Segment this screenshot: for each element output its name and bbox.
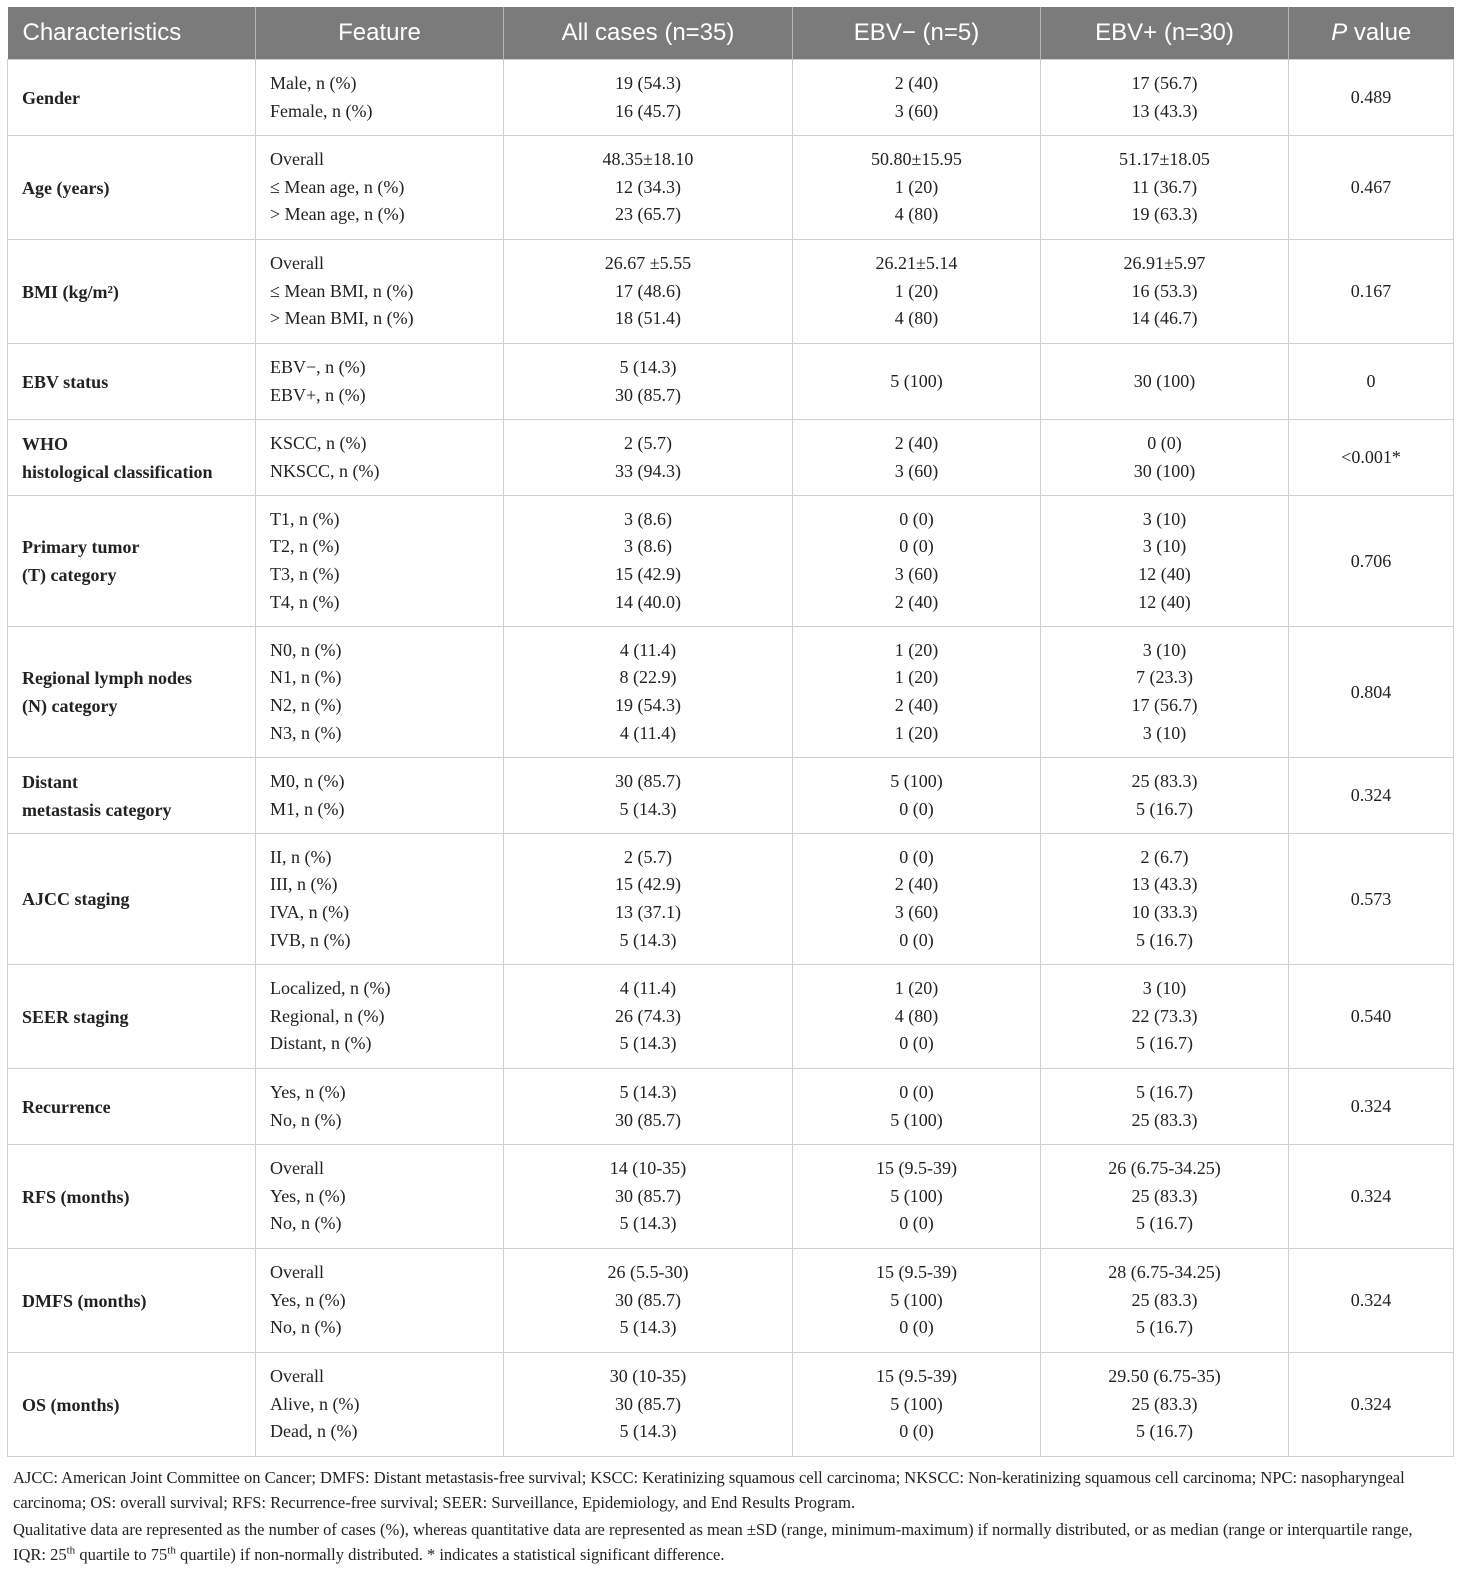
ebv-negative-cell-line: 1 (20) xyxy=(894,978,939,999)
p-value-cell: <0.001* xyxy=(1289,420,1454,496)
characteristic-cell xyxy=(8,60,256,136)
ebv-negative-cell-line: 15 (9.5-39) xyxy=(876,1158,957,1179)
all-cases-cell xyxy=(504,60,793,136)
all-cases-cell xyxy=(504,344,793,420)
ebv-positive-cell-line: 3 (10) xyxy=(1142,722,1187,743)
all-cases-cell-line: 16 (45.7) xyxy=(615,100,681,121)
p-value-cell: 0.167 xyxy=(1289,240,1454,344)
header-all-cases: All cases (n=35) xyxy=(504,7,793,60)
characteristic-cell xyxy=(8,136,256,240)
ebv-negative-cell xyxy=(793,758,1041,834)
p-value-cell: 0.540 xyxy=(1289,965,1454,1069)
all-cases-cell-line: 26 (74.3) xyxy=(615,1005,681,1026)
characteristic-cell-line: AJCC staging xyxy=(22,889,130,909)
ebv-negative-cell xyxy=(793,1249,1041,1353)
feature-cell-line: > Mean age, n (%) xyxy=(270,204,405,225)
characteristic-cell-line: BMI (kg/m²) xyxy=(22,281,119,302)
feature-cell-line: N2, n (%) xyxy=(270,695,342,715)
characteristics-table xyxy=(7,7,1454,1457)
feature-cell-line: No, n (%) xyxy=(270,1317,342,1338)
ebv-positive-cell-line: 5 (16.7) xyxy=(1136,798,1193,819)
feature-cell xyxy=(256,1069,504,1145)
characteristic-cell xyxy=(8,627,256,758)
characteristic-cell xyxy=(8,834,256,965)
header-row xyxy=(8,7,1454,60)
all-cases-cell-line: 12 (34.3) xyxy=(615,176,681,197)
feature-cell xyxy=(256,420,504,496)
ebv-negative-cell xyxy=(793,496,1041,627)
ebv-negative-cell-line: 0 (0) xyxy=(899,1317,934,1338)
ebv-positive-cell-line: 2 (6.7) xyxy=(1140,846,1189,867)
characteristic-cell-line: Regional lymph nodes xyxy=(22,668,193,688)
ebv-positive-cell xyxy=(1041,1249,1289,1353)
all-cases-cell-line: 19 (54.3) xyxy=(615,72,681,93)
ebv-negative-cell-line: 2 (40) xyxy=(894,874,939,895)
qualitative-note-part-a: Qualitative data are represented as the number of cases (%), whereas quantitative data are represented as mean ±SD (range, minimum-maximum) if normally distributed, or as median (range or interquartile range, IQR: 25 xyxy=(13,1520,1413,1564)
ebv-negative-cell-line: 1 (20) xyxy=(894,667,939,688)
qualitative-note xyxy=(13,1517,1447,1567)
ebv-positive-cell xyxy=(1041,834,1289,965)
table-row xyxy=(8,136,1454,240)
table-footnotes xyxy=(7,1457,1453,1567)
ebv-positive-cell-line: 12 (40) xyxy=(1138,564,1191,584)
all-cases-cell-line: 15 (42.9) xyxy=(615,874,681,895)
ebv-positive-cell xyxy=(1041,60,1289,136)
p-value-cell: 0.489 xyxy=(1289,60,1454,136)
feature-cell-line: Overall xyxy=(270,149,324,170)
ebv-positive-cell xyxy=(1041,344,1289,420)
ebv-negative-cell xyxy=(793,1069,1041,1145)
header-p-value xyxy=(1289,7,1454,60)
ebv-negative-cell-line: 0 (0) xyxy=(899,508,934,529)
ebv-positive-cell xyxy=(1041,1069,1289,1145)
all-cases-cell xyxy=(504,965,793,1069)
characteristic-cell-line: EBV status xyxy=(22,371,109,392)
ebv-positive-cell xyxy=(1041,496,1289,627)
feature-cell xyxy=(256,834,504,965)
ebv-positive-cell-line: 22 (73.3) xyxy=(1131,1005,1198,1026)
ebv-positive-cell-line: 25 (83.3) xyxy=(1131,1185,1198,1206)
header-p-letter: P xyxy=(1331,19,1348,46)
header-ebv-positive: EBV+ (n=30) xyxy=(1041,7,1289,60)
all-cases-cell-line: 15 (42.9) xyxy=(615,564,681,584)
p-value-cell: 0.324 xyxy=(1289,1069,1454,1145)
all-cases-cell-line: 13 (37.1) xyxy=(615,902,681,922)
feature-cell-line: N3, n (%) xyxy=(270,722,342,743)
all-cases-cell-line: 33 (94.3) xyxy=(615,460,681,481)
ebv-negative-cell-line: 0 (0) xyxy=(899,1213,934,1234)
all-cases-cell-line: 18 (51.4) xyxy=(615,308,681,329)
characteristic-cell xyxy=(8,965,256,1069)
ebv-positive-cell-line: 29.50 (6.75-35) xyxy=(1108,1366,1221,1387)
all-cases-cell xyxy=(504,758,793,834)
ebv-negative-cell-line: 15 (9.5-39) xyxy=(876,1366,957,1387)
ebv-negative-cell xyxy=(793,834,1041,965)
ebv-negative-cell-line: 2 (40) xyxy=(894,695,939,715)
feature-cell-line: M1, n (%) xyxy=(270,798,345,819)
ebv-negative-cell-line: 5 (100) xyxy=(890,770,943,791)
feature-cell-line: Yes, n (%) xyxy=(270,1185,346,1206)
ebv-positive-cell-line: 25 (83.3) xyxy=(1131,1109,1198,1130)
feature-cell xyxy=(256,758,504,834)
ebv-positive-cell-line: 12 (40) xyxy=(1138,591,1191,612)
characteristic-cell-line: Primary tumor xyxy=(22,537,140,557)
table-row xyxy=(8,1069,1454,1145)
table-body xyxy=(8,60,1454,1457)
ebv-positive-cell-line: 5 (16.7) xyxy=(1136,1317,1193,1338)
ebv-positive-cell-line: 16 (53.3) xyxy=(1131,280,1198,301)
ebv-positive-cell-line: 30 (100) xyxy=(1133,370,1196,391)
ebv-positive-cell xyxy=(1041,136,1289,240)
all-cases-cell-line: 2 (5.7) xyxy=(624,846,672,867)
characteristic-cell-line: Distant xyxy=(22,771,79,792)
all-cases-cell xyxy=(504,240,793,344)
header-characteristics: Characteristics xyxy=(8,7,256,60)
ebv-negative-cell-line: 5 (100) xyxy=(890,1109,943,1130)
ebv-positive-cell xyxy=(1041,240,1289,344)
ebv-negative-cell xyxy=(793,136,1041,240)
ebv-negative-cell-line: 3 (60) xyxy=(894,564,939,584)
superscript-th-2: th xyxy=(167,1544,176,1557)
feature-cell xyxy=(256,344,504,420)
all-cases-cell-line: 4 (11.4) xyxy=(619,978,677,999)
p-value-cell: 0.324 xyxy=(1289,1249,1454,1353)
feature-cell-line: IVA, n (%) xyxy=(270,902,350,922)
all-cases-cell-line: 5 (14.3) xyxy=(619,1033,677,1054)
qualitative-note-part-b: quartile to 75 xyxy=(75,1545,168,1564)
feature-cell xyxy=(256,1353,504,1457)
table-row xyxy=(8,1353,1454,1457)
ebv-positive-cell-line: 10 (33.3) xyxy=(1131,902,1198,922)
feature-cell-line: KSCC, n (%) xyxy=(270,432,367,453)
ebv-negative-cell-line: 5 (100) xyxy=(890,1289,943,1310)
all-cases-cell xyxy=(504,420,793,496)
ebv-positive-cell-line: 26.91±5.97 xyxy=(1123,253,1206,274)
ebv-negative-cell-line: 3 (60) xyxy=(894,902,939,922)
feature-cell-line: Overall xyxy=(270,1366,324,1387)
feature-cell-line: IVB, n (%) xyxy=(270,929,351,950)
ebv-positive-cell xyxy=(1041,965,1289,1069)
p-value-cell: 0.706 xyxy=(1289,496,1454,627)
ebv-negative-cell-line: 4 (80) xyxy=(894,204,939,225)
all-cases-cell-line: 14 (10-35) xyxy=(609,1158,687,1179)
feature-cell-line: No, n (%) xyxy=(270,1109,342,1130)
ebv-negative-cell xyxy=(793,627,1041,758)
ebv-positive-cell-line: 26 (6.75-34.25) xyxy=(1108,1158,1221,1179)
all-cases-cell-line: 30 (85.7) xyxy=(615,1289,681,1310)
feature-cell-line: Yes, n (%) xyxy=(270,1081,346,1102)
all-cases-cell xyxy=(504,496,793,627)
ebv-positive-cell-line: 5 (16.7) xyxy=(1136,929,1193,950)
characteristic-cell-line: Gender xyxy=(22,87,80,108)
ebv-positive-cell-line: 17 (56.7) xyxy=(1131,695,1198,715)
ebv-negative-cell-line: 0 (0) xyxy=(899,929,934,950)
ebv-positive-cell-line: 51.17±18.05 xyxy=(1119,149,1210,170)
characteristic-cell xyxy=(8,496,256,627)
ebv-positive-cell-line: 0 (0) xyxy=(1147,432,1182,453)
feature-cell-line: II, n (%) xyxy=(270,846,332,867)
ebv-positive-cell xyxy=(1041,627,1289,758)
all-cases-cell-line: 23 (65.7) xyxy=(615,204,681,225)
feature-cell-line: No, n (%) xyxy=(270,1213,342,1234)
feature-cell xyxy=(256,627,504,758)
feature-cell-line: N0, n (%) xyxy=(270,639,342,660)
ebv-negative-cell xyxy=(793,60,1041,136)
ebv-negative-cell-line: 2 (40) xyxy=(894,72,939,93)
ebv-negative-cell-line: 26.21±5.14 xyxy=(875,253,958,274)
table-row xyxy=(8,240,1454,344)
characteristic-cell xyxy=(8,1353,256,1457)
feature-cell-line: NKSCC, n (%) xyxy=(270,460,380,481)
all-cases-cell xyxy=(504,136,793,240)
p-value-cell: 0 xyxy=(1289,344,1454,420)
all-cases-cell-line: 5 (14.3) xyxy=(619,1421,677,1442)
feature-cell-line: ≤ Mean BMI, n (%) xyxy=(270,280,414,301)
characteristic-cell-line: RFS (months) xyxy=(22,1186,130,1207)
ebv-negative-cell-line: 50.80±15.95 xyxy=(871,149,962,170)
ebv-positive-cell-line: 5 (16.7) xyxy=(1136,1033,1193,1054)
ebv-negative-cell xyxy=(793,1145,1041,1249)
all-cases-cell xyxy=(504,627,793,758)
feature-cell-line: T1, n (%) xyxy=(270,508,340,529)
all-cases-cell-line: 5 (14.3) xyxy=(619,1081,677,1102)
feature-cell-line: Distant, n (%) xyxy=(270,1033,372,1054)
feature-cell-line: Alive, n (%) xyxy=(270,1393,360,1414)
table-row xyxy=(8,965,1454,1069)
ebv-positive-cell xyxy=(1041,1145,1289,1249)
header-ebv-negative: EBV− (n=5) xyxy=(793,7,1041,60)
p-value-cell: 0.467 xyxy=(1289,136,1454,240)
ebv-positive-cell-line: 14 (46.7) xyxy=(1131,308,1198,329)
ebv-positive-cell-line: 7 (23.3) xyxy=(1136,667,1193,688)
feature-cell-line: Regional, n (%) xyxy=(270,1005,385,1026)
ebv-negative-cell-line: 4 (80) xyxy=(894,1005,939,1026)
feature-cell-line: T2, n (%) xyxy=(270,536,340,557)
ebv-positive-cell-line: 13 (43.3) xyxy=(1131,874,1198,895)
characteristic-cell xyxy=(8,344,256,420)
characteristic-cell-line: WHO xyxy=(22,433,69,454)
ebv-negative-cell-line: 1 (20) xyxy=(894,722,939,743)
table-row xyxy=(8,60,1454,136)
all-cases-cell xyxy=(504,1145,793,1249)
all-cases-cell-line: 26 (5.5-30) xyxy=(607,1262,689,1283)
table-row xyxy=(8,344,1454,420)
ebv-negative-cell-line: 0 (0) xyxy=(899,1421,934,1442)
ebv-negative-cell-line: 5 (100) xyxy=(890,1185,943,1206)
all-cases-cell-line: 4 (11.4) xyxy=(619,722,677,743)
ebv-positive-cell-line: 11 (36.7) xyxy=(1131,176,1198,197)
ebv-negative-cell-line: 5 (100) xyxy=(890,1393,943,1414)
characteristic-cell-line: (N) category xyxy=(22,696,118,716)
all-cases-cell xyxy=(504,1353,793,1457)
ebv-negative-cell-line: 0 (0) xyxy=(899,1033,934,1054)
all-cases-cell-line: 48.35±18.10 xyxy=(602,149,694,170)
all-cases-cell-line: 5 (14.3) xyxy=(619,1317,677,1338)
ebv-negative-cell-line: 1 (20) xyxy=(894,639,939,660)
table-row xyxy=(8,1249,1454,1353)
feature-cell-line: Yes, n (%) xyxy=(270,1289,346,1310)
characteristic-cell-line: Recurrence xyxy=(22,1096,111,1117)
feature-cell-line: T3, n (%) xyxy=(270,564,340,584)
all-cases-cell-line: 3 (8.6) xyxy=(624,508,672,529)
feature-cell-line: Dead, n (%) xyxy=(270,1421,358,1442)
all-cases-cell-line: 30 (85.7) xyxy=(615,1109,681,1130)
ebv-negative-cell-line: 0 (0) xyxy=(899,798,934,819)
feature-cell xyxy=(256,240,504,344)
feature-cell-line: > Mean BMI, n (%) xyxy=(270,308,414,329)
table-row xyxy=(8,1145,1454,1249)
characteristic-cell-line: histological classification xyxy=(22,461,213,482)
feature-cell-line: N1, n (%) xyxy=(270,667,342,688)
all-cases-cell-line: 26.67 ±5.55 xyxy=(604,253,692,274)
all-cases-cell-line: 14 (40.0) xyxy=(615,591,681,612)
ebv-negative-cell-line: 1 (20) xyxy=(894,176,939,197)
ebv-positive-cell-line: 5 (16.7) xyxy=(1136,1421,1193,1442)
all-cases-cell-line: 30 (85.7) xyxy=(615,384,681,405)
ebv-positive-cell-line: 25 (83.3) xyxy=(1131,1289,1198,1310)
table-row xyxy=(8,496,1454,627)
p-value-cell: 0.324 xyxy=(1289,758,1454,834)
ebv-positive-cell-line: 3 (10) xyxy=(1142,536,1187,557)
feature-cell-line: III, n (%) xyxy=(270,874,338,895)
ebv-negative-cell-line: 2 (40) xyxy=(894,591,939,612)
ebv-negative-cell-line: 0 (0) xyxy=(899,536,934,557)
all-cases-cell-line: 19 (54.3) xyxy=(615,695,681,715)
all-cases-cell xyxy=(504,1249,793,1353)
ebv-negative-cell-line: 2 (40) xyxy=(894,432,939,453)
ebv-positive-cell xyxy=(1041,420,1289,496)
feature-cell xyxy=(256,965,504,1069)
feature-cell-line: Localized, n (%) xyxy=(270,978,391,999)
ebv-negative-cell-line: 0 (0) xyxy=(899,1081,934,1102)
qualitative-note-part-c: quartile) if non-normally distributed. * indicates a statistical significant difference. xyxy=(175,1545,725,1564)
all-cases-cell-line: 2 (5.7) xyxy=(624,432,672,453)
p-value-cell: 0.573 xyxy=(1289,834,1454,965)
feature-cell xyxy=(256,1145,504,1249)
characteristic-cell-line: SEER staging xyxy=(22,1006,129,1027)
superscript-th-1: th xyxy=(66,1544,76,1557)
characteristic-cell-line: OS (months) xyxy=(22,1394,120,1415)
all-cases-cell-line: 30 (85.7) xyxy=(615,1185,681,1206)
ebv-negative-cell xyxy=(793,420,1041,496)
all-cases-cell xyxy=(504,1069,793,1145)
ebv-positive-cell-line: 25 (83.3) xyxy=(1131,770,1198,791)
all-cases-cell-line: 5 (14.3) xyxy=(619,929,677,950)
characteristic-cell xyxy=(8,1145,256,1249)
table-row xyxy=(8,627,1454,758)
table-row xyxy=(8,420,1454,496)
feature-cell xyxy=(256,1249,504,1353)
feature-cell-line: EBV−, n (%) xyxy=(270,356,366,377)
ebv-positive-cell xyxy=(1041,758,1289,834)
ebv-negative-cell xyxy=(793,344,1041,420)
ebv-negative-cell xyxy=(793,1353,1041,1457)
all-cases-cell-line: 3 (8.6) xyxy=(624,536,672,557)
feature-cell-line: EBV+, n (%) xyxy=(270,384,366,405)
ebv-positive-cell-line: 3 (10) xyxy=(1142,978,1187,999)
ebv-negative-cell-line: 0 (0) xyxy=(899,846,934,867)
feature-cell-line: Overall xyxy=(270,1262,324,1283)
feature-cell xyxy=(256,60,504,136)
ebv-negative-cell xyxy=(793,965,1041,1069)
feature-cell xyxy=(256,496,504,627)
ebv-positive-cell-line: 5 (16.7) xyxy=(1136,1213,1193,1234)
table-row xyxy=(8,834,1454,965)
ebv-positive-cell-line: 13 (43.3) xyxy=(1131,100,1198,121)
characteristic-cell-line: DMFS (months) xyxy=(22,1290,147,1311)
characteristic-cell xyxy=(8,1069,256,1145)
p-value-cell: 0.804 xyxy=(1289,627,1454,758)
header-value-word: value xyxy=(1347,19,1412,46)
all-cases-cell-line: 17 (48.6) xyxy=(615,280,681,301)
all-cases-cell-line: 30 (10-35) xyxy=(609,1366,687,1387)
all-cases-cell-line: 30 (85.7) xyxy=(615,1393,681,1414)
all-cases-cell-line: 8 (22.9) xyxy=(619,667,677,688)
characteristic-cell xyxy=(8,420,256,496)
characteristic-cell xyxy=(8,240,256,344)
feature-cell xyxy=(256,136,504,240)
abbreviations-note: AJCC: American Joint Committee on Cancer; DMFS: Distant metastasis-free survival; KSCC: Keratinizing squamous cell carcinoma; NKSCC: Non-keratinizing squamous cell carcinoma; NPC: nasopharyngeal carcinoma; OS: overall survival; RFS: Recurrence-free survival; SEER: Surveillance, Epidemiology, and End Results Program. xyxy=(13,1468,1405,1512)
ebv-positive-cell-line: 19 (63.3) xyxy=(1131,204,1198,225)
table-page xyxy=(7,7,1453,1569)
ebv-negative-cell-line: 4 (80) xyxy=(894,308,939,329)
table-row xyxy=(8,758,1454,834)
ebv-positive-cell-line: 3 (10) xyxy=(1142,639,1187,660)
ebv-positive-cell-line: 25 (83.3) xyxy=(1131,1393,1198,1414)
ebv-positive-cell-line: 3 (10) xyxy=(1142,508,1187,529)
characteristic-cell xyxy=(8,1249,256,1353)
all-cases-cell-line: 5 (14.3) xyxy=(619,798,677,819)
all-cases-cell-line: 5 (14.3) xyxy=(619,1213,677,1234)
feature-cell-line: Overall xyxy=(270,1158,324,1179)
ebv-positive-cell-line: 17 (56.7) xyxy=(1131,72,1198,93)
characteristic-cell-line: metastasis category xyxy=(22,799,172,820)
p-value-cell: 0.324 xyxy=(1289,1145,1454,1249)
p-value-cell: 0.324 xyxy=(1289,1353,1454,1457)
all-cases-cell-line: 4 (11.4) xyxy=(619,639,677,660)
feature-cell-line: ≤ Mean age, n (%) xyxy=(270,176,405,197)
feature-cell-line: Male, n (%) xyxy=(270,72,357,93)
all-cases-cell-line: 5 (14.3) xyxy=(619,356,677,377)
feature-cell-line: Overall xyxy=(270,253,324,274)
all-cases-cell xyxy=(504,834,793,965)
ebv-positive-cell-line: 28 (6.75-34.25) xyxy=(1108,1262,1221,1283)
ebv-negative-cell-line: 3 (60) xyxy=(894,100,939,121)
ebv-positive-cell-line: 5 (16.7) xyxy=(1136,1081,1193,1102)
ebv-positive-cell xyxy=(1041,1353,1289,1457)
feature-cell-line: T4, n (%) xyxy=(270,591,340,612)
characteristic-cell-line: Age (years) xyxy=(22,177,110,198)
feature-cell-line: Female, n (%) xyxy=(270,100,373,121)
header-feature: Feature xyxy=(256,7,504,60)
ebv-negative-cell-line: 3 (60) xyxy=(894,460,939,481)
ebv-negative-cell xyxy=(793,240,1041,344)
ebv-negative-cell-line: 1 (20) xyxy=(894,280,939,301)
characteristic-cell xyxy=(8,758,256,834)
feature-cell-line: M0, n (%) xyxy=(270,770,345,791)
ebv-negative-cell-line: 5 (100) xyxy=(890,370,943,391)
all-cases-cell-line: 30 (85.7) xyxy=(615,770,681,791)
characteristic-cell-line: (T) category xyxy=(22,565,117,585)
ebv-negative-cell-line: 15 (9.5-39) xyxy=(876,1262,957,1283)
ebv-positive-cell-line: 30 (100) xyxy=(1133,460,1196,481)
